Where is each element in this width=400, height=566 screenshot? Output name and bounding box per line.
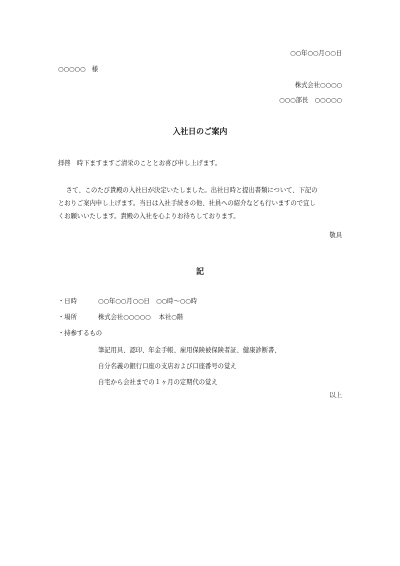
document-date: ○○年○○月○○日: [290, 50, 342, 57]
greeting-text: 拝啓 時下ますますご清栄のこととお喜び申し上げます。: [58, 160, 222, 167]
item-3: 自宅から会社までの１ヶ月の定期代の覚え: [98, 379, 218, 386]
ki-heading: 記: [196, 267, 204, 276]
document-title: 入社日のご案内: [172, 127, 228, 136]
place-company: 株式会社○○○○○: [98, 314, 151, 321]
end-ijou: 以上: [329, 392, 342, 399]
recipient-name: ○○○○○ 様: [58, 66, 99, 73]
detail-place: [58, 314, 183, 322]
datetime-value: ○○年○○月○○日 ○○時～○○時: [98, 298, 198, 305]
body-line-1: さて、このたび貴殿の入社日が決定いたしました。出社日時と提出書類について、下記の: [66, 187, 318, 194]
place-floor: 本社○階: [158, 314, 184, 321]
body-line-3: くお願いいたします。貴殿の入社を心よりお待ちしております。: [58, 213, 240, 220]
sender-name: ○○○部長 ○○○○○: [279, 97, 342, 104]
sender-company: 株式会社○○○○: [294, 82, 342, 89]
place-label: ・場所: [58, 314, 77, 321]
datetime-label: ・日時: [58, 298, 77, 305]
closing-keigu: 敬具: [329, 232, 342, 239]
item-2: 自分名義の銀行口座の支店および口座番号の覚え: [98, 363, 237, 370]
items-label: ・持参するもの: [58, 330, 103, 337]
body-line-2: とおりご案内申し上げます。当日は入社手続きの他、社員への紹介なども行いますので宜し: [58, 200, 316, 207]
detail-datetime: [58, 298, 197, 306]
item-1: 筆記用具、認印、年金手帳、雇用保険被保険者証、健康診断書、: [98, 347, 281, 354]
